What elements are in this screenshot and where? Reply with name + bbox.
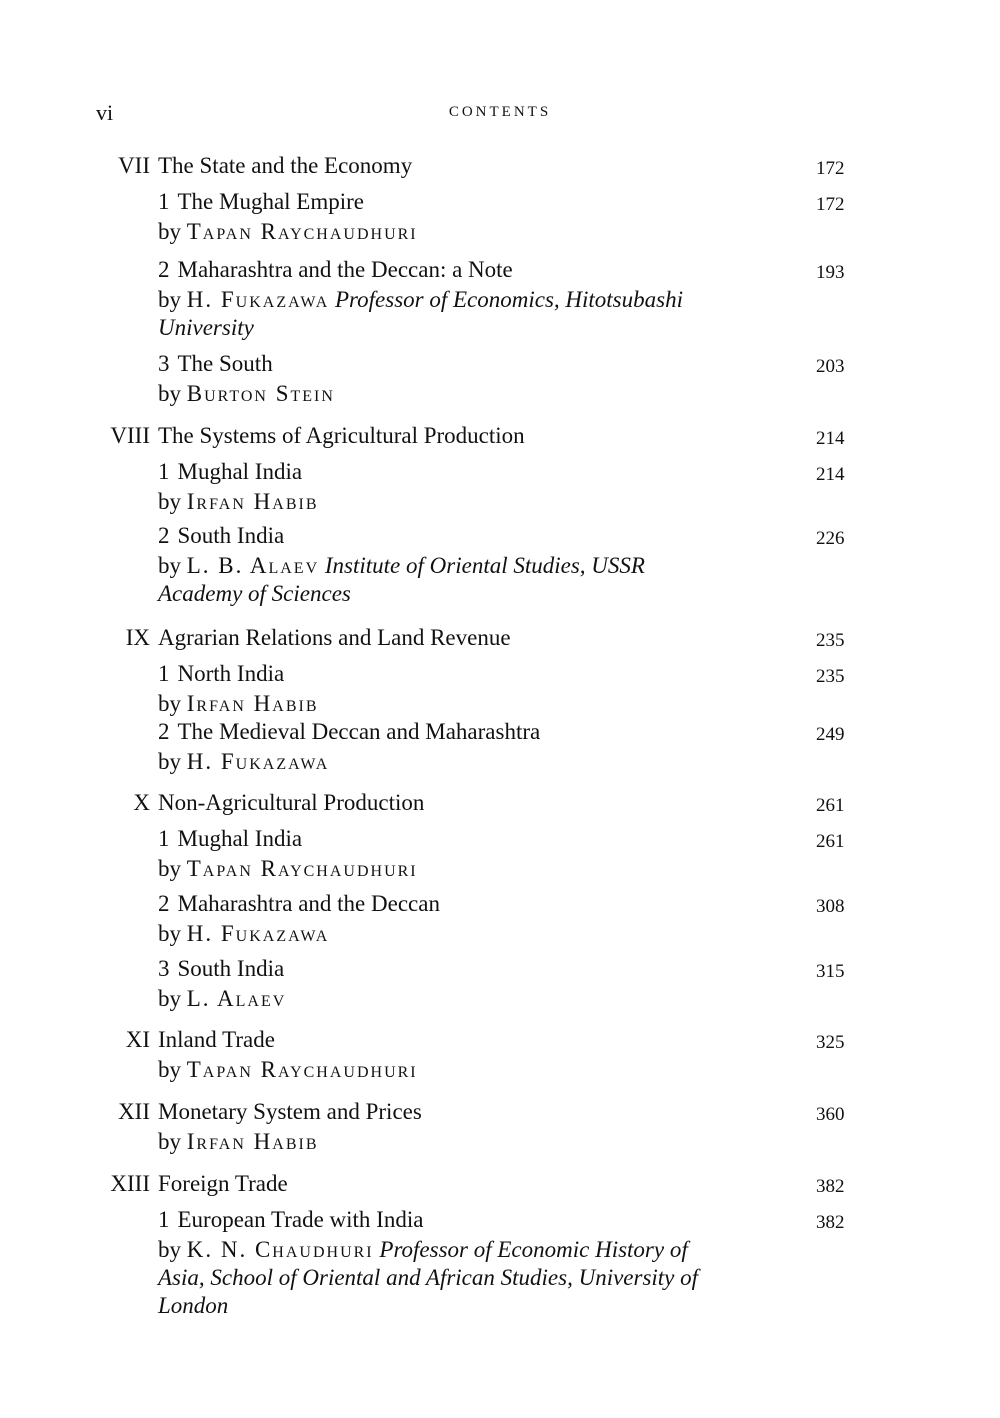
section-title-text: The Medieval Deccan and Maharashtra bbox=[177, 719, 541, 744]
section-title-text: Maharashtra and the Deccan: a Note bbox=[177, 257, 513, 282]
by-word: by bbox=[158, 691, 181, 716]
section-number: 3 bbox=[158, 956, 170, 981]
by-word: by bbox=[158, 553, 181, 578]
author-name: L. Alaev bbox=[186, 986, 287, 1011]
chapter-byline bbox=[158, 1128, 319, 1156]
section-byline bbox=[158, 380, 335, 408]
section-number: 3 bbox=[158, 351, 170, 376]
section-page: 226 bbox=[816, 528, 845, 549]
section-byline bbox=[158, 920, 329, 948]
chapter-numeral: VIII bbox=[110, 423, 150, 448]
by-word: by bbox=[158, 856, 181, 881]
section-page: 308 bbox=[816, 896, 845, 917]
chapter-page: 235 bbox=[816, 630, 845, 651]
section-number: 2 bbox=[158, 523, 170, 548]
page-number: vi bbox=[96, 100, 114, 125]
author-affiliation: Asia, School of Oriental and African Studies, University of bbox=[158, 1265, 699, 1290]
section-title-text: South India bbox=[177, 956, 285, 981]
section-page: 193 bbox=[816, 262, 845, 283]
author-name: Irfan Habib bbox=[186, 691, 319, 716]
author-name: Tapan Raychaudhuri bbox=[186, 219, 418, 244]
by-word: by bbox=[158, 1129, 181, 1154]
section-title-text: Mughal India bbox=[177, 826, 303, 851]
section-byline bbox=[158, 748, 329, 776]
section-title bbox=[158, 350, 273, 378]
by-word: by bbox=[158, 921, 181, 946]
chapter-numeral: XI bbox=[125, 1027, 150, 1052]
chapter-page: 261 bbox=[816, 795, 845, 816]
chapter-numeral: XIII bbox=[110, 1171, 150, 1196]
section-page: 315 bbox=[816, 961, 845, 982]
chapter-title: Foreign Trade bbox=[158, 1171, 288, 1196]
chapter-page: 325 bbox=[816, 1032, 845, 1053]
chapter-numeral: X bbox=[133, 790, 150, 815]
chapter-title: The Systems of Agricultural Production bbox=[158, 423, 525, 448]
section-number: 1 bbox=[158, 661, 170, 686]
author-name: Irfan Habib bbox=[186, 489, 319, 514]
chapter-title: Agrarian Relations and Land Revenue bbox=[158, 625, 511, 650]
section-byline bbox=[158, 1236, 688, 1264]
author-name: H. Fukazawa bbox=[186, 749, 330, 774]
by-word: by bbox=[158, 1057, 181, 1082]
section-byline bbox=[158, 855, 418, 883]
author-name: Burton Stein bbox=[186, 381, 335, 406]
chapter-numeral: VII bbox=[118, 153, 150, 178]
section-number: 1 bbox=[158, 1207, 170, 1232]
by-word: by bbox=[158, 287, 181, 312]
section-page: 235 bbox=[816, 666, 845, 687]
author-affiliation: Professor of Economics, Hitotsubashi bbox=[335, 287, 683, 312]
section-title-text: South India bbox=[177, 523, 285, 548]
by-word: by bbox=[158, 381, 181, 406]
section-title bbox=[158, 718, 540, 746]
section-byline bbox=[158, 488, 319, 516]
section-number: 1 bbox=[158, 459, 170, 484]
section-number: 2 bbox=[158, 719, 170, 744]
chapter-title: The State and the Economy bbox=[158, 153, 413, 178]
by-word: by bbox=[158, 219, 181, 244]
section-title-text: North India bbox=[177, 661, 285, 686]
chapter-page: 382 bbox=[816, 1176, 845, 1197]
section-number: 1 bbox=[158, 826, 170, 851]
chapter-title: Non-Agricultural Production bbox=[158, 790, 425, 815]
author-name: K. N. Chaudhuri bbox=[186, 1237, 374, 1262]
chapter-numeral: IX bbox=[125, 625, 150, 650]
chapter-page: 172 bbox=[816, 158, 845, 179]
section-page: 172 bbox=[816, 194, 845, 215]
chapter-page: 360 bbox=[816, 1104, 845, 1125]
chapter-title: Monetary System and Prices bbox=[158, 1099, 422, 1124]
section-title bbox=[158, 890, 440, 918]
running-title: CONTENTS bbox=[448, 104, 552, 120]
section-byline bbox=[158, 218, 418, 246]
section-page: 214 bbox=[816, 464, 845, 485]
chapter-title: Inland Trade bbox=[158, 1027, 275, 1052]
author-name: L. B. Alaev bbox=[186, 553, 320, 578]
chapter-numeral: XII bbox=[118, 1099, 150, 1124]
section-page: 382 bbox=[816, 1212, 845, 1233]
section-title bbox=[158, 955, 284, 983]
author-affiliation: Academy of Sciences bbox=[158, 581, 351, 606]
section-byline bbox=[158, 985, 286, 1013]
chapter-byline bbox=[158, 1056, 418, 1084]
by-word: by bbox=[158, 1237, 181, 1262]
section-page: 203 bbox=[816, 356, 845, 377]
section-number: 2 bbox=[158, 257, 170, 282]
author-name: H. Fukazawa bbox=[186, 287, 330, 312]
author-affiliation: Professor of Economic History of bbox=[379, 1237, 688, 1262]
by-word: by bbox=[158, 489, 181, 514]
section-page: 249 bbox=[816, 724, 845, 745]
section-byline bbox=[158, 552, 645, 580]
author-name: Tapan Raychaudhuri bbox=[186, 856, 418, 881]
author-affiliation: Institute of Oriental Studies, USSR bbox=[324, 553, 645, 578]
section-byline bbox=[158, 690, 319, 718]
section-title-text: The South bbox=[177, 351, 273, 376]
section-title bbox=[158, 458, 302, 486]
by-word: by bbox=[158, 986, 181, 1011]
section-title-text: Mughal India bbox=[177, 459, 303, 484]
section-title bbox=[158, 522, 284, 550]
section-title-text: European Trade with India bbox=[177, 1207, 424, 1232]
author-name: H. Fukazawa bbox=[186, 921, 330, 946]
author-affiliation: University bbox=[158, 315, 254, 340]
author-affiliation: London bbox=[158, 1293, 229, 1318]
section-title bbox=[158, 256, 513, 284]
section-page: 261 bbox=[816, 831, 845, 852]
section-number: 1 bbox=[158, 189, 170, 214]
author-name: Tapan Raychaudhuri bbox=[186, 1057, 418, 1082]
by-word: by bbox=[158, 749, 181, 774]
section-title bbox=[158, 660, 284, 688]
chapter-page: 214 bbox=[816, 428, 845, 449]
section-byline bbox=[158, 286, 683, 314]
section-number: 2 bbox=[158, 891, 170, 916]
section-title-text: Maharashtra and the Deccan bbox=[177, 891, 440, 916]
section-title bbox=[158, 825, 302, 853]
section-title bbox=[158, 188, 364, 216]
section-title-text: The Mughal Empire bbox=[177, 189, 365, 214]
section-title bbox=[158, 1206, 423, 1234]
author-name: Irfan Habib bbox=[186, 1129, 319, 1154]
